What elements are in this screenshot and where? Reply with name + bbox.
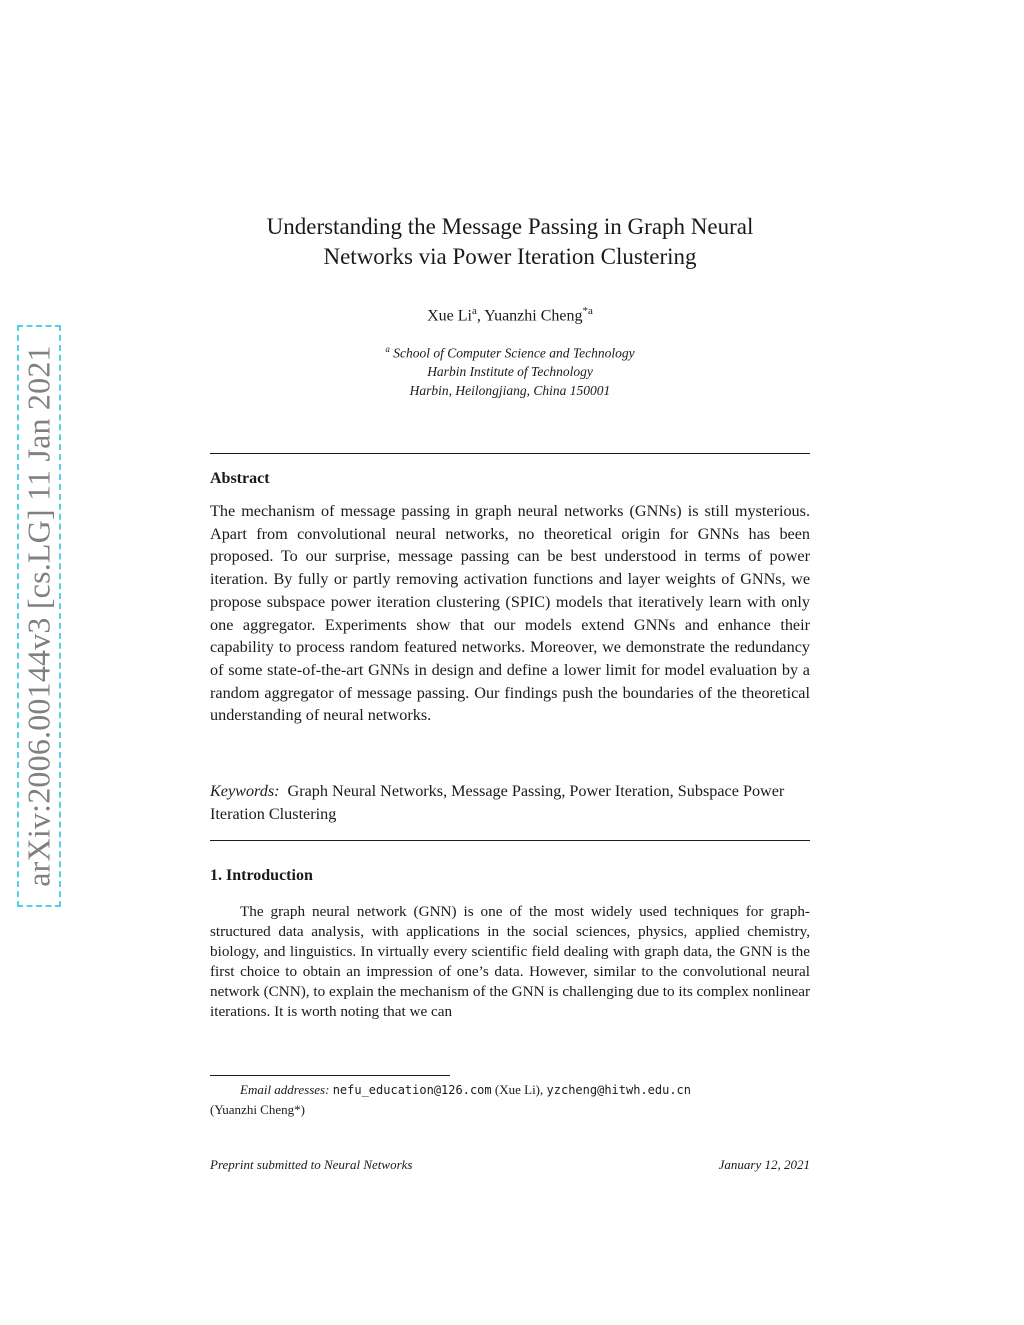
footnote-name: (Xue Li), xyxy=(491,1082,547,1097)
footnote xyxy=(210,1080,810,1119)
keywords-label: Keywords: xyxy=(210,782,280,800)
footnote-rule xyxy=(210,1075,450,1076)
author-list xyxy=(210,300,810,327)
title-line-1: Understanding the Message Passing in Graph Neural xyxy=(266,214,754,239)
affiliation-line-2: Harbin Institute of Technology xyxy=(427,364,593,379)
footnote-name: (Yuanzhi Cheng*) xyxy=(210,1102,305,1117)
abstract-heading: Abstract xyxy=(210,470,270,487)
affiliation-marker: a xyxy=(385,344,390,354)
affiliation-line-1: $^a$ School of Computer Science and Technology xyxy=(385,344,635,361)
footer-preprint-note: Preprint submitted to Neural Networks xyxy=(210,1157,413,1172)
introduction-text: The graph neural network (GNN) is one of the most widely used techniques for graph-structured data analysis, with applications in the social sciences, physics, applied chemistry, biology, and linguistics. In virtually every scientific field dealing with graph data, the GNN is the first choice to obtain an impression of one’s data. However, similar to the convolutional neural network (CNN), to explain the mechanism of the GNN is challenging due to its complex nonlinear iterations. It is worth noting that we can xyxy=(210,903,810,1021)
affiliation-marker: a xyxy=(471,305,477,317)
email-link[interactable]: yzcheng@hitwh.edu.cn xyxy=(546,1083,692,1097)
keywords-text: Graph Neural Networks, Message Passing, Power Iteration, Subspace Power Iteration Clustering xyxy=(210,782,785,823)
abstract-text: The mechanism of message passing in graph neural networks (GNNs) is still mysterious. Apart from convolutional neural networks, no theoretical origin for GNNs has been proposed. To our surprise, message passing can be best understood in terms of power iteration. By fully or partly removing activation functions and layer weights of GNNs, we propose subspace power iteration clustering (SPIC) models that iteratively learn with only one aggregator. Experiments show that our models extend GNNs and enhance their capability to process random featured networks. Moreover, we demonstrate the redundancy of some state-of-the-art GNNs in design and define a lower limit for model evaluation by a random aggregator of message passing. Our findings push the boundaries of the theoretical understanding of neural networks. xyxy=(210,502,810,725)
paper-title xyxy=(210,212,810,272)
footnote-label: Email addresses: xyxy=(240,1082,330,1097)
abstract-bottom-rule xyxy=(210,840,810,841)
title-line-2: Networks via Power Iteration Clustering xyxy=(323,244,697,269)
arxiv-stamp: arXiv:2006.00144v3 [cs.LG] 11 Jan 2021 xyxy=(20,345,57,887)
author-separator: , xyxy=(476,307,485,325)
affiliation-marker: *a xyxy=(582,305,593,317)
abstract-top-rule xyxy=(210,453,810,454)
section-heading-introduction: 1. Introduction xyxy=(210,867,313,884)
footer-date: January 12, 2021 xyxy=(718,1157,810,1172)
keywords xyxy=(210,780,810,825)
affiliation-line-3: Harbin, Heilongjiang, China 150001 xyxy=(409,382,611,398)
author-name: Yuanzhi Cheng xyxy=(484,307,583,325)
affiliation xyxy=(210,340,810,400)
email-link[interactable]: nefu_education@126.com xyxy=(332,1083,492,1097)
author-name: Xue Li xyxy=(427,307,472,325)
